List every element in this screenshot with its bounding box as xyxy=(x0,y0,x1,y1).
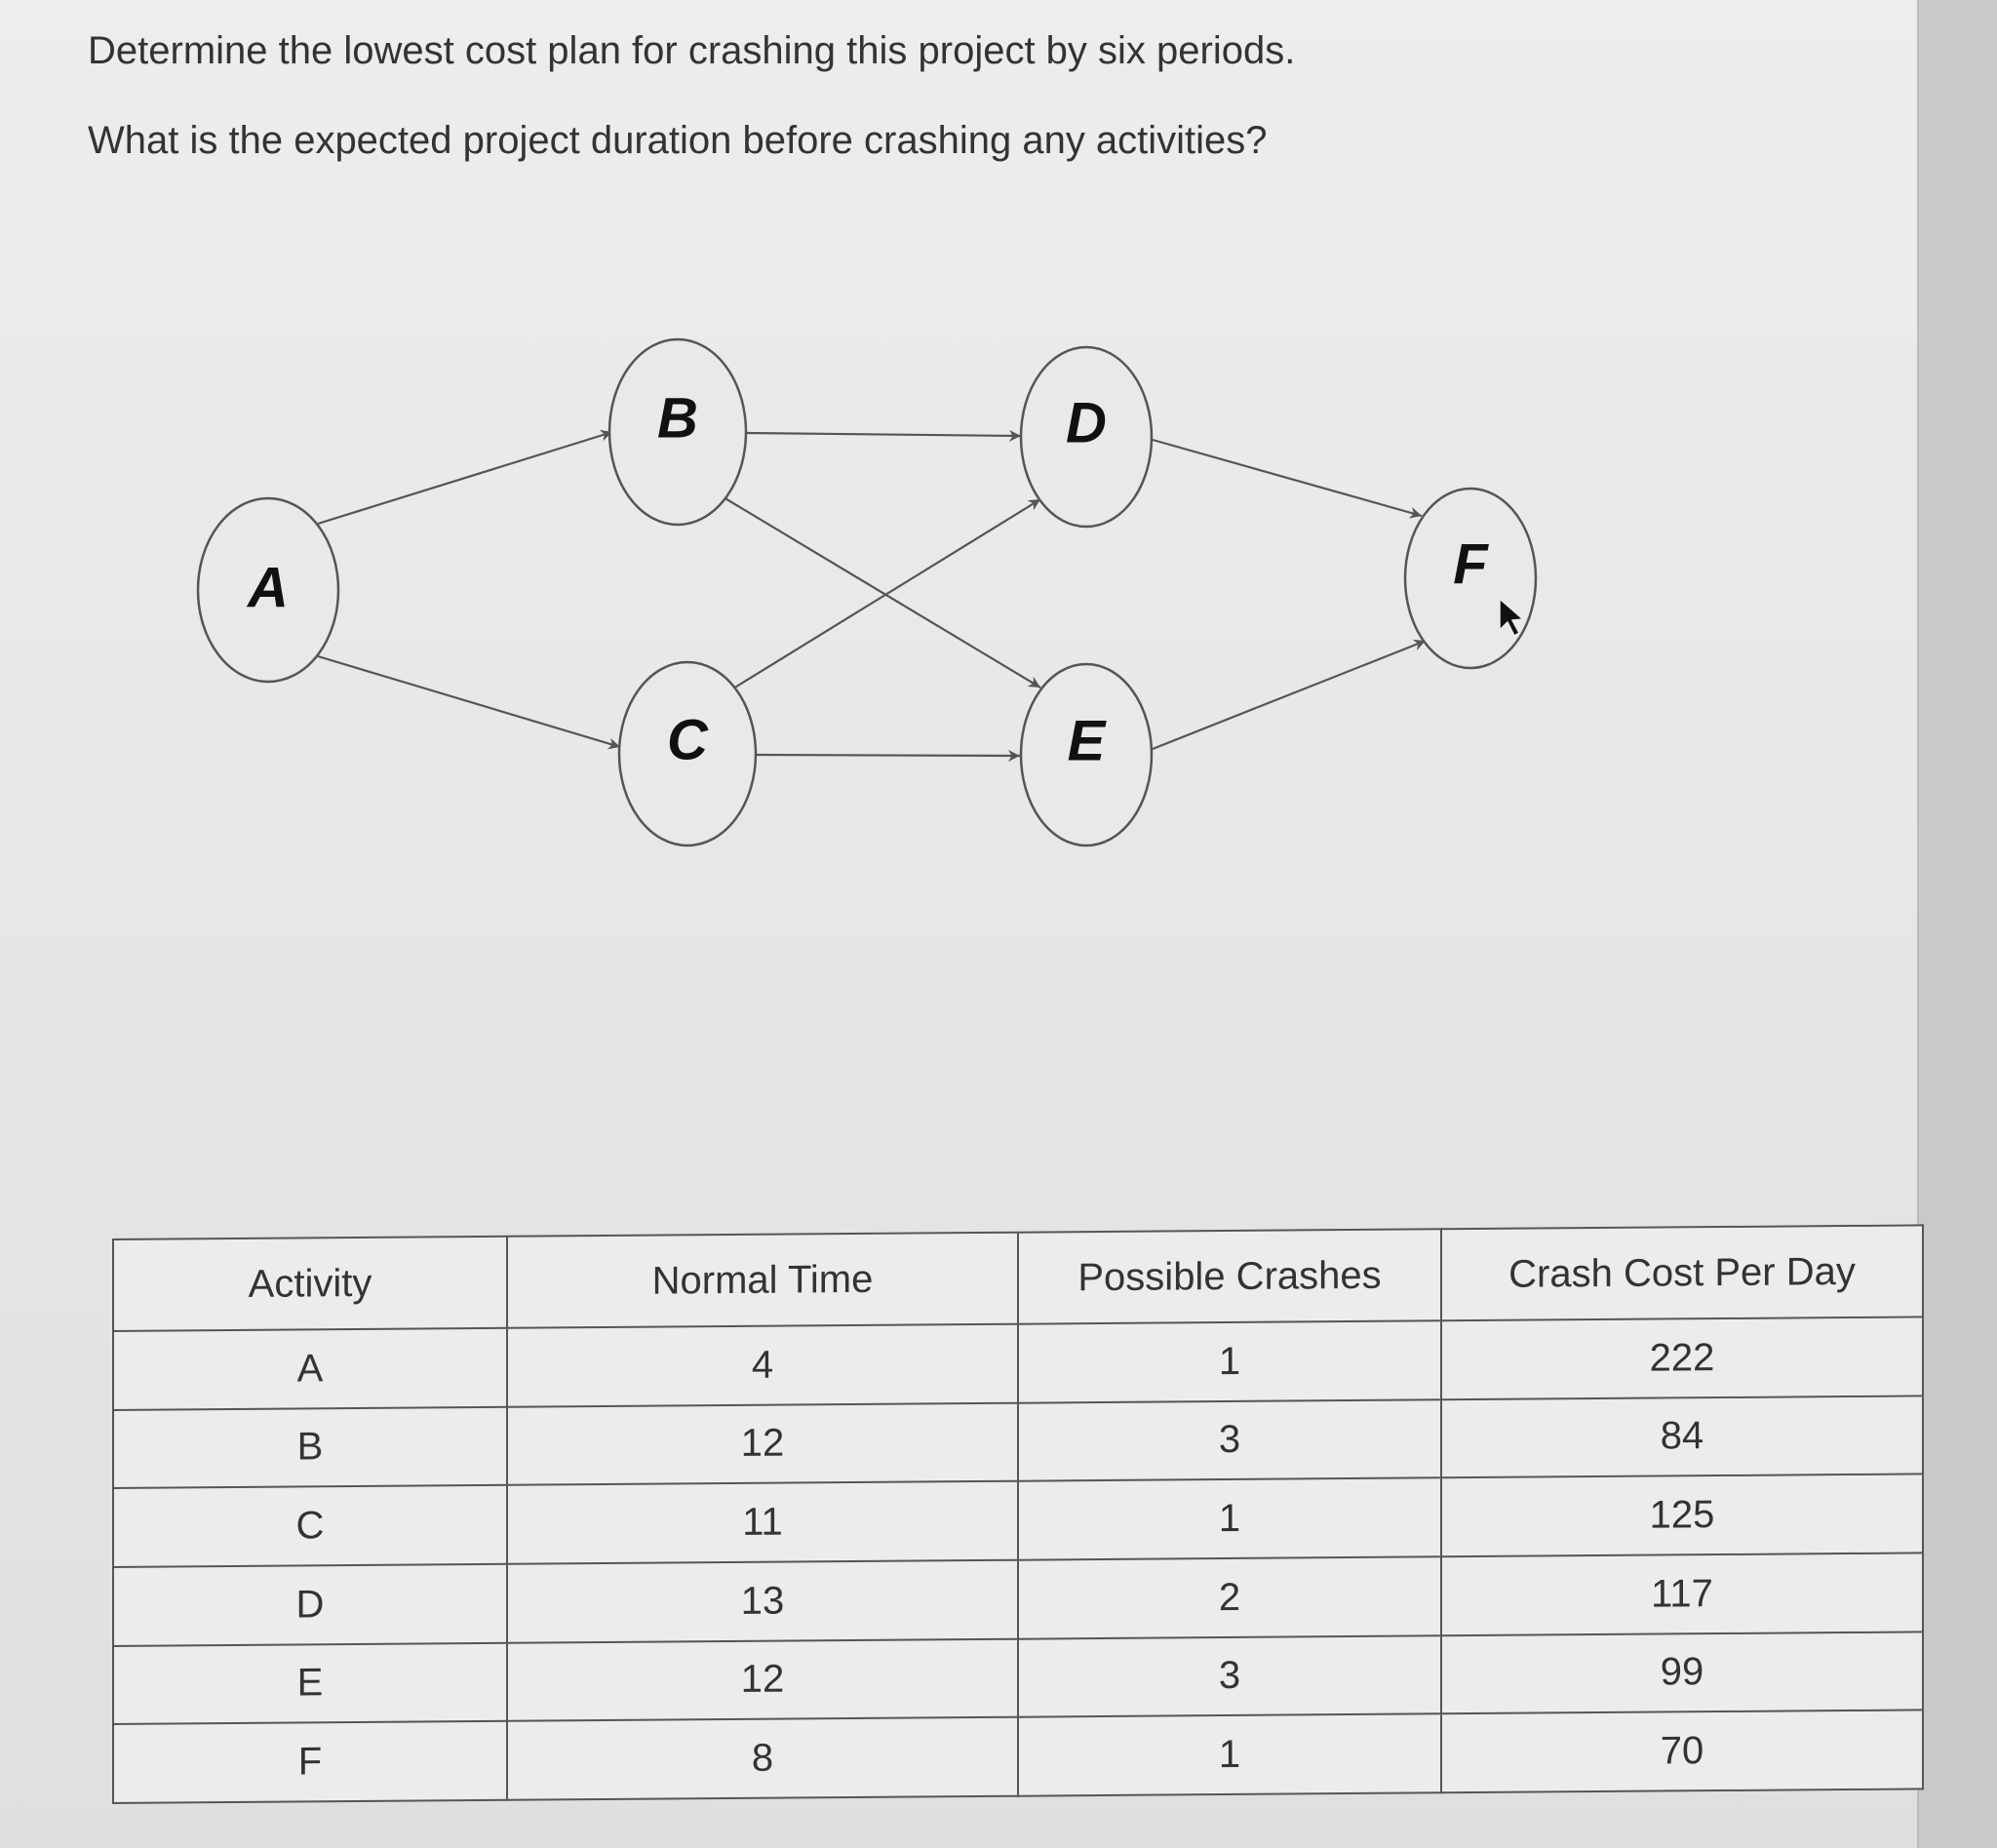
node-a xyxy=(198,498,338,682)
node-d-label: D xyxy=(1066,391,1107,455)
table-row xyxy=(113,1632,1923,1724)
node-b-label: B xyxy=(657,386,698,451)
edge-b-d xyxy=(746,433,1021,436)
cell-activity: B xyxy=(113,1406,507,1488)
cell-crash-cost: 117 xyxy=(1441,1553,1923,1635)
cell-normal-time: 8 xyxy=(507,1717,1018,1800)
header-crash-cost: Crash Cost Per Day xyxy=(1441,1225,1923,1320)
cell-possible-crashes: 1 xyxy=(1018,1478,1441,1560)
cell-normal-time: 12 xyxy=(507,1638,1018,1721)
activity-table xyxy=(112,1224,1924,1804)
node-a-label: A xyxy=(248,556,289,620)
question-line-2: What is the expected project duration before crashing any activities? xyxy=(88,119,1268,162)
header-normal-time: Normal Time xyxy=(507,1233,1018,1328)
edge-b-e xyxy=(724,497,1040,688)
node-c-label: C xyxy=(667,708,708,772)
cell-possible-crashes: 1 xyxy=(1018,1320,1441,1402)
cell-crash-cost: 99 xyxy=(1441,1632,1923,1714)
table-row xyxy=(113,1396,1923,1488)
header-possible-crashes: Possible Crashes xyxy=(1018,1229,1441,1323)
cell-crash-cost: 70 xyxy=(1441,1710,1923,1793)
cell-crash-cost: 84 xyxy=(1441,1396,1923,1478)
cell-normal-time: 11 xyxy=(507,1481,1018,1564)
edge-a-c xyxy=(318,656,620,747)
cell-activity: C xyxy=(113,1485,507,1567)
cell-activity: A xyxy=(113,1328,507,1410)
edge-d-f xyxy=(1153,440,1422,516)
edge-a-b xyxy=(318,432,612,524)
table-row xyxy=(113,1553,1923,1645)
table-header-row xyxy=(113,1225,1923,1331)
cell-normal-time: 4 xyxy=(507,1324,1018,1407)
table-row xyxy=(113,1710,1923,1803)
node-e-label: E xyxy=(1067,709,1106,773)
edge-c-e xyxy=(757,755,1020,756)
cell-normal-time: 13 xyxy=(507,1560,1018,1643)
cell-activity: D xyxy=(113,1564,507,1646)
node-d xyxy=(1021,347,1152,527)
cell-activity: E xyxy=(113,1642,507,1724)
cell-possible-crashes: 2 xyxy=(1018,1556,1441,1638)
question-line-1: Determine the lowest cost plan for crashing this project by six periods. xyxy=(88,29,1296,72)
table-row xyxy=(113,1474,1923,1567)
table-row xyxy=(113,1317,1923,1409)
network-diagram xyxy=(0,293,1658,897)
node-f-label: F xyxy=(1453,532,1488,597)
edge-e-f xyxy=(1153,641,1426,749)
header-activity: Activity xyxy=(113,1237,507,1331)
cell-normal-time: 12 xyxy=(507,1402,1018,1485)
node-c xyxy=(619,662,756,845)
node-b xyxy=(609,339,746,525)
cell-possible-crashes: 3 xyxy=(1018,1635,1441,1717)
cell-crash-cost: 125 xyxy=(1441,1474,1923,1557)
cell-possible-crashes: 3 xyxy=(1018,1399,1441,1481)
cell-crash-cost: 222 xyxy=(1441,1317,1923,1399)
cell-activity: F xyxy=(113,1721,507,1803)
node-f xyxy=(1405,489,1536,668)
cell-possible-crashes: 1 xyxy=(1018,1714,1441,1796)
node-e xyxy=(1021,664,1152,845)
